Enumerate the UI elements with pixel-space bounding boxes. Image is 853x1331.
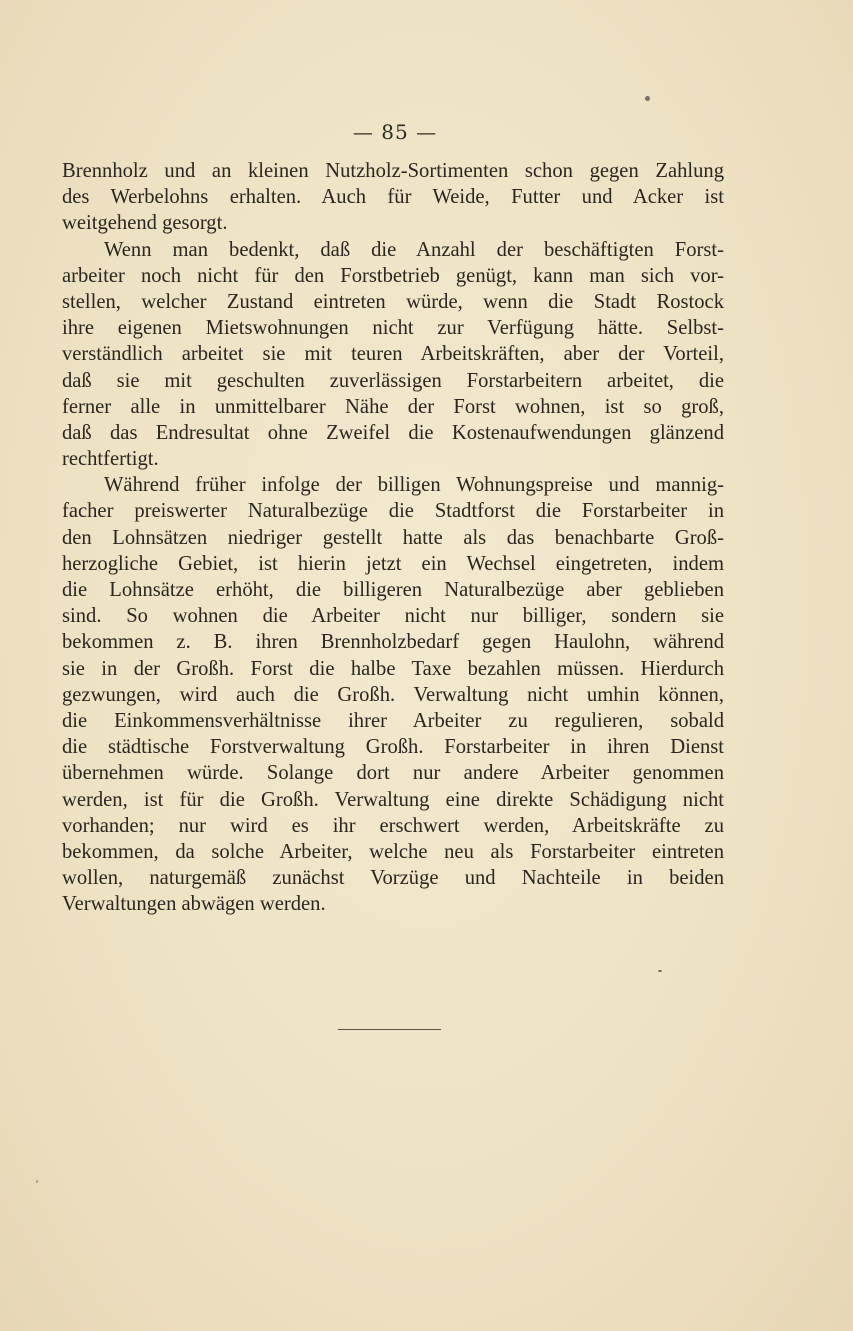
text-line: übernehmen würde. Solange dort nur andere Arbeiter genommen — [62, 762, 724, 785]
text-line: sie in der Großh. Forst die halbe Taxe bezahlen müssen. Hierdurch — [62, 657, 724, 680]
text-line: werden, ist für die Großh. Verwaltung eine direkte Schädigung nicht — [62, 788, 724, 811]
text-line: Wenn man bedenkt, daß die Anzahl der beschäftigten Forst- — [104, 238, 724, 261]
text-line: daß das Endresultat ohne Zweifel die Kostenaufwendungen glänzend — [62, 421, 724, 444]
text-line: Brennholz und an kleinen Nutzholz-Sortimenten schon gegen Zahlung — [62, 160, 724, 182]
text-line: den Lohnsätzen niedriger gestellt hatte als das benachbarte Groß- — [62, 526, 724, 549]
text-line: herzogliche Gebiet, ist hierin jetzt ein Wechsel eingetreten, indem — [62, 552, 724, 575]
text-line: daß sie mit geschulten zuverlässigen Forstarbeitern arbeitet, die — [62, 369, 724, 392]
text-line: bekommen, da solche Arbeiter, welche neu als Forstarbeiter eintreten — [62, 840, 724, 863]
text-line: verständlich arbeitet sie mit teuren Arbeitskräften, aber der Vorteil, — [62, 343, 724, 366]
paper-speck — [645, 96, 650, 101]
text-line: vorhanden; nur wird es ihr erschwert werden, Arbeitskräfte zu — [62, 814, 724, 837]
text-line: facher preiswerter Naturalbezüge die Stadtforst die Forstarbeiter in — [62, 500, 724, 523]
text-line: die Einkommensverhältnisse ihrer Arbeiter zu regulieren, sobald — [62, 709, 724, 732]
page-number: — 85 — — [352, 120, 438, 144]
text-line: ferner alle in unmittelbarer Nähe der Forst wohnen, ist so groß, — [62, 395, 724, 418]
body-text — [62, 158, 724, 917]
text-line: ihre eigenen Mietswohnungen nicht zur Verfügung hätte. Selbst- — [62, 317, 724, 340]
text-line: Verwaltungen abwägen werden. — [62, 893, 326, 916]
text-line: weitgehend gesorgt. — [62, 212, 228, 235]
paper-speck — [658, 970, 662, 972]
paper-speck — [36, 1180, 38, 1183]
text-line: sind. So wohnen die Arbeiter nicht nur billiger, sondern sie — [62, 605, 724, 628]
section-end-rule — [338, 1029, 441, 1030]
text-line: bekommen z. B. ihren Brennholzbedarf gegen Haulohn, während — [62, 631, 724, 654]
text-line: wollen, naturgemäß zunächst Vorzüge und Nachteile in beiden — [62, 867, 724, 890]
text-line: die städtische Forstverwaltung Großh. Forstarbeiter in ihren Dienst — [62, 736, 724, 759]
text-line: stellen, welcher Zustand eintreten würde, wenn die Stadt Rostock — [62, 290, 724, 313]
text-line: des Werbelohns erhalten. Auch für Weide, Futter und Acker ist — [62, 186, 724, 209]
text-line: gezwungen, wird auch die Großh. Verwaltung nicht umhin können, — [62, 683, 724, 706]
text-line: die Lohnsätze erhöht, die billigeren Naturalbezüge aber geblieben — [62, 579, 724, 601]
text-line: rechtfertigt. — [62, 448, 159, 471]
text-line: arbeiter noch nicht für den Forstbetrieb genügt, kann man sich vor- — [62, 264, 724, 287]
text-line: Während früher infolge der billigen Wohnungspreise und mannig- — [104, 474, 724, 497]
